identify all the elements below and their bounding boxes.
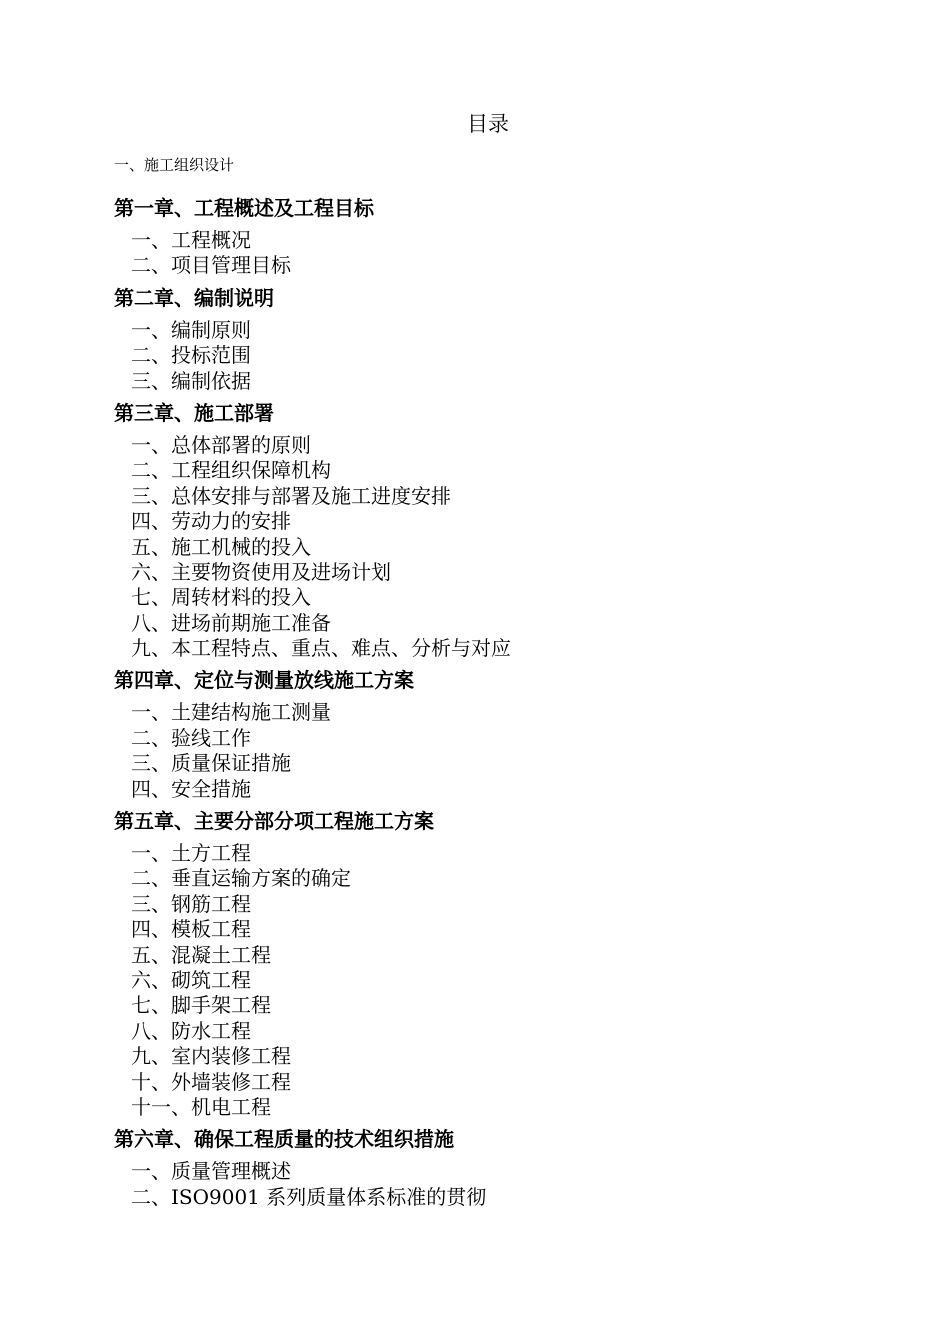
table-of-contents (114, 193, 874, 1214)
toc-section-item: 五、施工机械的投入 (131, 534, 311, 559)
toc-section-item: 一、编制原则 (131, 317, 251, 342)
toc-chapter (114, 665, 874, 802)
section-list (114, 318, 874, 394)
section-list (114, 433, 874, 662)
toc-section-item: 七、脚手架工程 (131, 993, 271, 1018)
toc-section-item: 三、钢筋工程 (131, 891, 251, 916)
toc-section-item: 三、编制依据 (131, 368, 251, 393)
toc-section-item: 二、工程组织保障机构 (131, 458, 331, 483)
toc-section-item: 七、周转材料的投入 (131, 585, 311, 610)
toc-section-item: 十一、机电工程 (131, 1094, 271, 1119)
toc-section-item: 一、土方工程 (131, 841, 251, 866)
toc-section-item: 四、模板工程 (131, 917, 251, 942)
toc-section-item: 八、进场前期施工准备 (131, 610, 331, 635)
toc-section-item: 九、本工程特点、重点、难点、分析与对应 (131, 636, 511, 661)
chapter-heading: 第三章、施工部署 (114, 400, 274, 425)
toc-chapter (114, 806, 874, 1120)
toc-section-item: 二、ISO9001 系列质量体系标准的贯彻 (131, 1184, 487, 1209)
part-label: 一、施工组织设计 (114, 156, 235, 174)
toc-section-item: 一、工程概况 (131, 228, 251, 252)
chapter-heading: 第四章、定位与测量放线施工方案 (114, 668, 414, 693)
toc-chapter (114, 193, 874, 279)
chapter-heading: 第二章、编制说明 (114, 285, 274, 310)
toc-section-item: 二、投标范围 (131, 343, 251, 368)
toc-chapter (114, 283, 874, 394)
toc-section-item: 三、总体安排与部署及施工进度安排 (131, 483, 451, 508)
toc-section-item: 二、垂直运输方案的确定 (131, 866, 351, 891)
toc-section-item: 五、混凝土工程 (131, 942, 271, 967)
chapter-heading: 第一章、工程概述及工程目标 (114, 196, 374, 220)
toc-section-item: 二、项目管理目标 (131, 253, 291, 278)
chapter-heading: 第六章、确保工程质量的技术组织措施 (114, 1127, 454, 1152)
chapter-heading: 第五章、主要分部分项工程施工方案 (114, 809, 434, 834)
toc-title: 目录 (467, 112, 509, 136)
toc-section-item: 六、砌筑工程 (131, 967, 251, 992)
toc-section-item: 四、安全措施 (131, 776, 251, 801)
toc-chapter (114, 1124, 874, 1210)
toc-section-item: 一、质量管理概述 (131, 1159, 291, 1184)
toc-section-item: 九、室内装修工程 (131, 1044, 291, 1069)
toc-section-item: 十、外墙装修工程 (131, 1069, 291, 1094)
toc-section-item: 四、劳动力的安排 (131, 509, 291, 534)
toc-section-item: 一、总体部署的原则 (131, 432, 311, 457)
toc-section-item: 三、质量保证措施 (131, 751, 291, 776)
section-list (114, 1159, 874, 1210)
section-list (114, 228, 874, 279)
toc-section-item: 二、验线工作 (131, 725, 251, 750)
section-list (114, 841, 874, 1120)
toc-section-item: 一、土建结构施工测量 (131, 700, 331, 725)
section-list (114, 700, 874, 802)
toc-section-item: 六、主要物资使用及进场计划 (131, 559, 391, 584)
toc-section-item: 八、防水工程 (131, 1018, 251, 1043)
toc-chapter (114, 398, 874, 662)
